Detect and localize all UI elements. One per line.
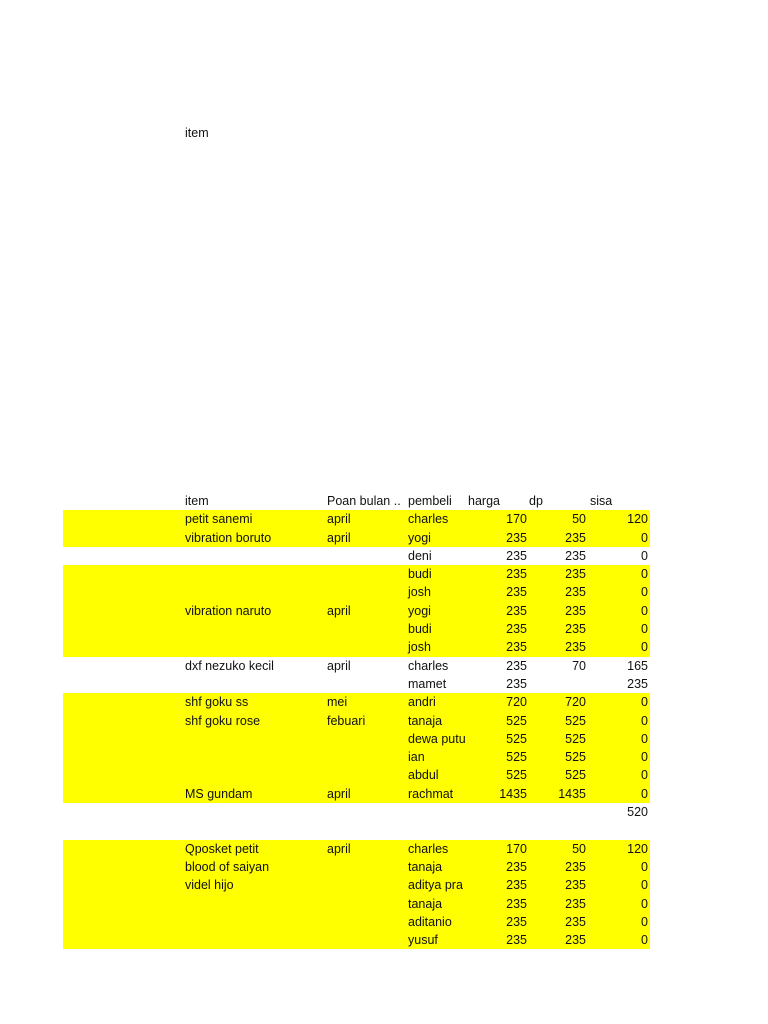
cell-harga[interactable]: 235 bbox=[506, 640, 527, 655]
table-row bbox=[63, 583, 650, 601]
cell-harga[interactable]: 235 bbox=[506, 896, 527, 911]
cell-pembeli[interactable]: yogi bbox=[408, 530, 431, 545]
cell-dp[interactable]: 1435 bbox=[558, 786, 586, 801]
cell-sisa[interactable]: 0 bbox=[641, 933, 648, 948]
table-row bbox=[63, 510, 650, 528]
cell-dp[interactable]: 235 bbox=[565, 548, 586, 563]
cell-sisa[interactable]: 0 bbox=[641, 567, 648, 582]
top-item-label: item bbox=[185, 126, 209, 140]
cell-sisa[interactable]: 0 bbox=[641, 896, 648, 911]
cell-sisa[interactable]: 165 bbox=[627, 658, 648, 673]
table-row bbox=[63, 547, 650, 565]
table-row bbox=[63, 712, 650, 730]
cell-dp[interactable]: 50 bbox=[572, 512, 586, 527]
table-body bbox=[63, 510, 650, 949]
table-row bbox=[63, 565, 650, 583]
cell-sisa[interactable]: 0 bbox=[641, 768, 648, 783]
cell-harga[interactable]: 525 bbox=[506, 768, 527, 783]
table-row bbox=[63, 748, 650, 766]
cell-pembeli[interactable]: charles bbox=[408, 658, 449, 673]
cell-pembeli[interactable]: aditya pra bbox=[408, 878, 463, 893]
cell-sisa[interactable]: 0 bbox=[641, 695, 648, 710]
table-row bbox=[63, 803, 650, 821]
header-dp[interactable]: dp bbox=[529, 494, 543, 508]
cell-poan[interactable]: april bbox=[327, 841, 351, 856]
cell-pembeli[interactable]: josh bbox=[408, 585, 431, 600]
cell-harga[interactable]: 235 bbox=[506, 676, 527, 691]
cell-pembeli[interactable]: charles bbox=[408, 841, 449, 856]
cell-sisa[interactable]: 520 bbox=[627, 805, 648, 820]
cell-dp[interactable]: 235 bbox=[565, 622, 586, 637]
header-row bbox=[63, 492, 650, 510]
cell-poan[interactable]: april bbox=[327, 530, 351, 545]
cell-sisa[interactable]: 120 bbox=[627, 512, 648, 527]
cell-sisa[interactable]: 0 bbox=[641, 713, 648, 728]
cell-pembeli[interactable]: charles bbox=[408, 512, 449, 527]
cell-item[interactable]: dxf nezuko kecil bbox=[185, 658, 274, 673]
cell-harga[interactable]: 235 bbox=[506, 530, 527, 545]
cell-dp[interactable]: 235 bbox=[565, 933, 586, 948]
table-row bbox=[63, 730, 650, 748]
table-row bbox=[63, 931, 650, 949]
cell-sisa[interactable]: 0 bbox=[641, 914, 648, 929]
header-sisa[interactable]: sisa bbox=[590, 494, 613, 508]
cell-harga[interactable]: 235 bbox=[506, 933, 527, 948]
cell-sisa[interactable]: 0 bbox=[641, 731, 648, 746]
cell-poan[interactable]: april bbox=[327, 658, 351, 673]
cell-item[interactable]: shf goku rose bbox=[185, 713, 261, 728]
cell-item[interactable]: petit sanemi bbox=[185, 512, 253, 527]
table-row bbox=[63, 821, 650, 839]
table-row bbox=[63, 529, 650, 547]
cell-item[interactable]: MS gundam bbox=[185, 786, 253, 801]
cell-poan[interactable]: april bbox=[327, 603, 351, 618]
cell-poan[interactable]: april bbox=[327, 786, 351, 801]
cell-pembeli[interactable]: aditanio bbox=[408, 914, 452, 929]
cell-sisa[interactable]: 0 bbox=[641, 878, 648, 893]
cell-dp[interactable]: 525 bbox=[565, 750, 586, 765]
cell-pembeli[interactable]: ian bbox=[408, 750, 425, 765]
cell-item[interactable]: vibration naruto bbox=[185, 603, 272, 618]
cell-dp[interactable]: 235 bbox=[565, 859, 586, 874]
cell-harga[interactable]: 235 bbox=[506, 567, 527, 582]
cell-pembeli[interactable]: tanaja bbox=[408, 859, 443, 874]
cell-harga[interactable]: 525 bbox=[506, 731, 527, 746]
header-item[interactable]: item bbox=[185, 494, 209, 508]
cell-harga[interactable]: 235 bbox=[506, 548, 527, 563]
cell-sisa[interactable]: 0 bbox=[641, 640, 648, 655]
cell-sisa[interactable]: 235 bbox=[627, 676, 648, 691]
cell-item[interactable]: shf goku ss bbox=[185, 695, 249, 710]
table-row bbox=[63, 620, 650, 638]
cell-harga[interactable]: 720 bbox=[506, 695, 527, 710]
cell-item[interactable]: vibration boruto bbox=[185, 530, 272, 545]
cell-item[interactable]: Qposket petit bbox=[185, 841, 259, 856]
cell-sisa[interactable]: 0 bbox=[641, 603, 648, 618]
cell-pembeli[interactable]: rachmat bbox=[408, 786, 454, 801]
header-poan[interactable]: Poan bulan .. bbox=[327, 494, 401, 508]
table-row bbox=[63, 766, 650, 784]
cell-dp[interactable]: 235 bbox=[565, 914, 586, 929]
table-row bbox=[63, 675, 650, 693]
cell-dp[interactable]: 525 bbox=[565, 731, 586, 746]
cell-sisa[interactable]: 0 bbox=[641, 750, 648, 765]
cell-pembeli[interactable]: budi bbox=[408, 567, 432, 582]
cell-harga[interactable]: 235 bbox=[506, 585, 527, 600]
cell-pembeli[interactable]: dewa putu bbox=[408, 731, 466, 746]
cell-harga[interactable]: 525 bbox=[506, 713, 527, 728]
table-row bbox=[63, 876, 650, 894]
cell-sisa[interactable]: 0 bbox=[641, 548, 648, 563]
cell-dp[interactable]: 235 bbox=[565, 567, 586, 582]
table-row bbox=[63, 895, 650, 913]
cell-item[interactable]: blood of saiyan bbox=[185, 859, 270, 874]
table-row bbox=[63, 638, 650, 656]
cell-pembeli[interactable]: deni bbox=[408, 548, 432, 563]
cell-sisa[interactable]: 120 bbox=[627, 841, 648, 856]
cell-dp[interactable]: 235 bbox=[565, 878, 586, 893]
cell-poan[interactable]: april bbox=[327, 512, 351, 527]
cell-sisa[interactable]: 0 bbox=[641, 530, 648, 545]
cell-harga[interactable]: 170 bbox=[506, 841, 527, 856]
table-row bbox=[63, 913, 650, 931]
cell-harga[interactable]: 1435 bbox=[499, 786, 527, 801]
table-row bbox=[63, 693, 650, 711]
cell-dp[interactable]: 720 bbox=[565, 695, 586, 710]
cell-dp[interactable]: 235 bbox=[565, 640, 586, 655]
table-row bbox=[63, 657, 650, 675]
cell-sisa[interactable]: 0 bbox=[641, 585, 648, 600]
cell-dp[interactable]: 70 bbox=[572, 658, 586, 673]
table-row bbox=[63, 840, 650, 858]
cell-dp[interactable]: 235 bbox=[565, 530, 586, 545]
cell-dp[interactable]: 235 bbox=[565, 603, 586, 618]
cell-pembeli[interactable]: yusuf bbox=[408, 933, 438, 948]
cell-pembeli[interactable]: andri bbox=[408, 695, 436, 710]
cell-sisa[interactable]: 0 bbox=[641, 859, 648, 874]
cell-pembeli[interactable]: abdul bbox=[408, 768, 439, 783]
cell-dp[interactable]: 525 bbox=[565, 768, 586, 783]
cell-item[interactable]: videl hijo bbox=[185, 878, 234, 893]
header-harga[interactable]: harga bbox=[468, 494, 500, 508]
cell-dp[interactable]: 235 bbox=[565, 896, 586, 911]
cell-harga[interactable]: 235 bbox=[506, 603, 527, 618]
cell-pembeli[interactable]: tanaja bbox=[408, 713, 443, 728]
table-row bbox=[63, 785, 650, 803]
cell-pembeli[interactable]: josh bbox=[408, 640, 431, 655]
cell-poan[interactable]: mei bbox=[327, 695, 348, 710]
cell-harga[interactable]: 525 bbox=[506, 750, 527, 765]
cell-harga[interactable]: 235 bbox=[506, 622, 527, 637]
cell-harga[interactable]: 235 bbox=[506, 658, 527, 673]
cell-poan[interactable]: febuari bbox=[327, 713, 366, 728]
cell-pembeli[interactable]: budi bbox=[408, 622, 432, 637]
cell-harga[interactable]: 235 bbox=[506, 878, 527, 893]
cell-dp[interactable]: 235 bbox=[565, 585, 586, 600]
cell-sisa[interactable]: 0 bbox=[641, 622, 648, 637]
cell-harga[interactable]: 235 bbox=[506, 859, 527, 874]
cell-sisa[interactable]: 0 bbox=[641, 786, 648, 801]
cell-harga[interactable]: 235 bbox=[506, 914, 527, 929]
cell-dp[interactable]: 525 bbox=[565, 713, 586, 728]
table-row bbox=[63, 602, 650, 620]
header-pembeli[interactable]: pembeli bbox=[408, 494, 452, 508]
cell-pembeli[interactable]: yogi bbox=[408, 603, 431, 618]
cell-pembeli[interactable]: mamet bbox=[408, 676, 447, 691]
spreadsheet-table bbox=[63, 492, 650, 949]
cell-pembeli[interactable]: tanaja bbox=[408, 896, 443, 911]
cell-harga[interactable]: 170 bbox=[506, 512, 527, 527]
cell-dp[interactable]: 50 bbox=[572, 841, 586, 856]
table-row bbox=[63, 858, 650, 876]
